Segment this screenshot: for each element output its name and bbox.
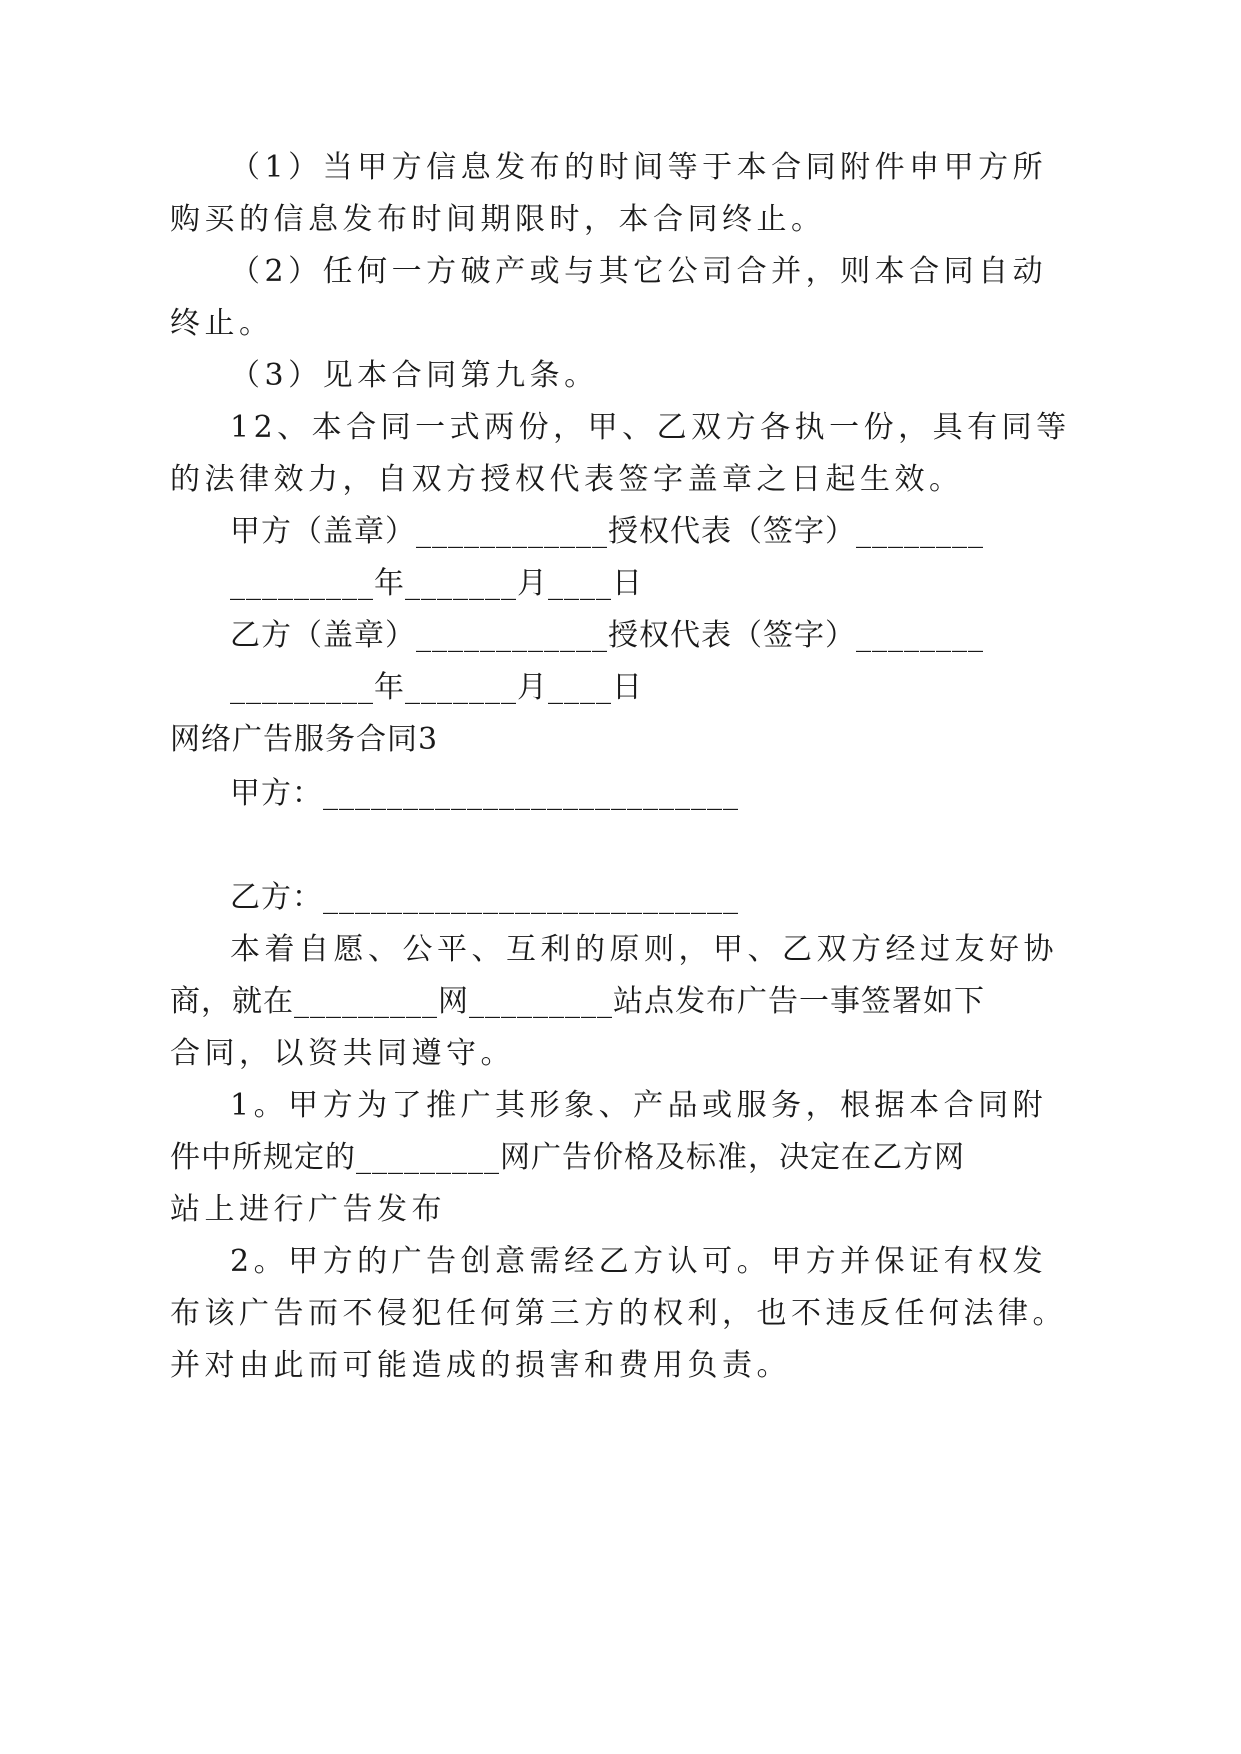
- clause-2-line-1: （2）任何一方破产或与其它公司合并，则本合同自动: [230, 254, 1048, 289]
- article-2-line-1: 2。甲方的广告创意需经乙方认可。甲方并保证有权发: [230, 1244, 1048, 1279]
- clause-1-line-2: 购买的信息发布时间期限时，本合同终止。: [170, 202, 826, 237]
- preamble-line-1: 本着自愿、公平、互利的原则，甲、乙双方经过友好协: [230, 932, 1058, 967]
- article-2-line-3: 并对由此而可能造成的损害和费用负责。: [170, 1348, 791, 1383]
- party-b-date-line: _________年_______月____日: [230, 670, 643, 705]
- clause-2-line-2: 终止。: [170, 306, 274, 341]
- article-2-line-2: 布该广告而不侵犯任何第三方的权利，也不违反任何法律。: [170, 1296, 1067, 1331]
- party-a-signature-line: 甲方（盖章）____________授权代表（签字）________: [230, 514, 984, 549]
- clause-1-line-1: （1）当甲方信息发布的时间等于本合同附件申甲方所: [230, 150, 1048, 185]
- article-1-line-3: 站上进行广告发布: [170, 1192, 446, 1227]
- clause-3-line-1: （3）见本合同第九条。: [230, 358, 599, 393]
- section-12-line-1: 12、本合同一式两份，甲、乙双方各执一份，具有同等: [230, 410, 1071, 445]
- preamble-line-2: 商，就在_________网_________站点发布广告一事签署如下: [170, 984, 985, 1019]
- preamble-line-3: 合同，以资共同遵守。: [170, 1036, 515, 1071]
- section-12-line-2: 的法律效力，自双方授权代表签字盖章之日起生效。: [170, 462, 964, 497]
- contract-3-party-b: 乙方：__________________________: [230, 880, 739, 915]
- article-1-line-1: 1。甲方为了推广其形象、产品或服务，根据本合同附: [230, 1088, 1048, 1123]
- party-b-signature-line: 乙方（盖章）____________授权代表（签字）________: [230, 618, 984, 653]
- contract-3-party-a: 甲方：__________________________: [230, 776, 739, 811]
- contract-3-title: 网络广告服务合同3: [170, 722, 439, 757]
- party-a-date-line: _________年_______月____日: [230, 566, 643, 601]
- article-1-line-2: 件中所规定的_________网广告价格及标准，决定在乙方网: [170, 1140, 965, 1175]
